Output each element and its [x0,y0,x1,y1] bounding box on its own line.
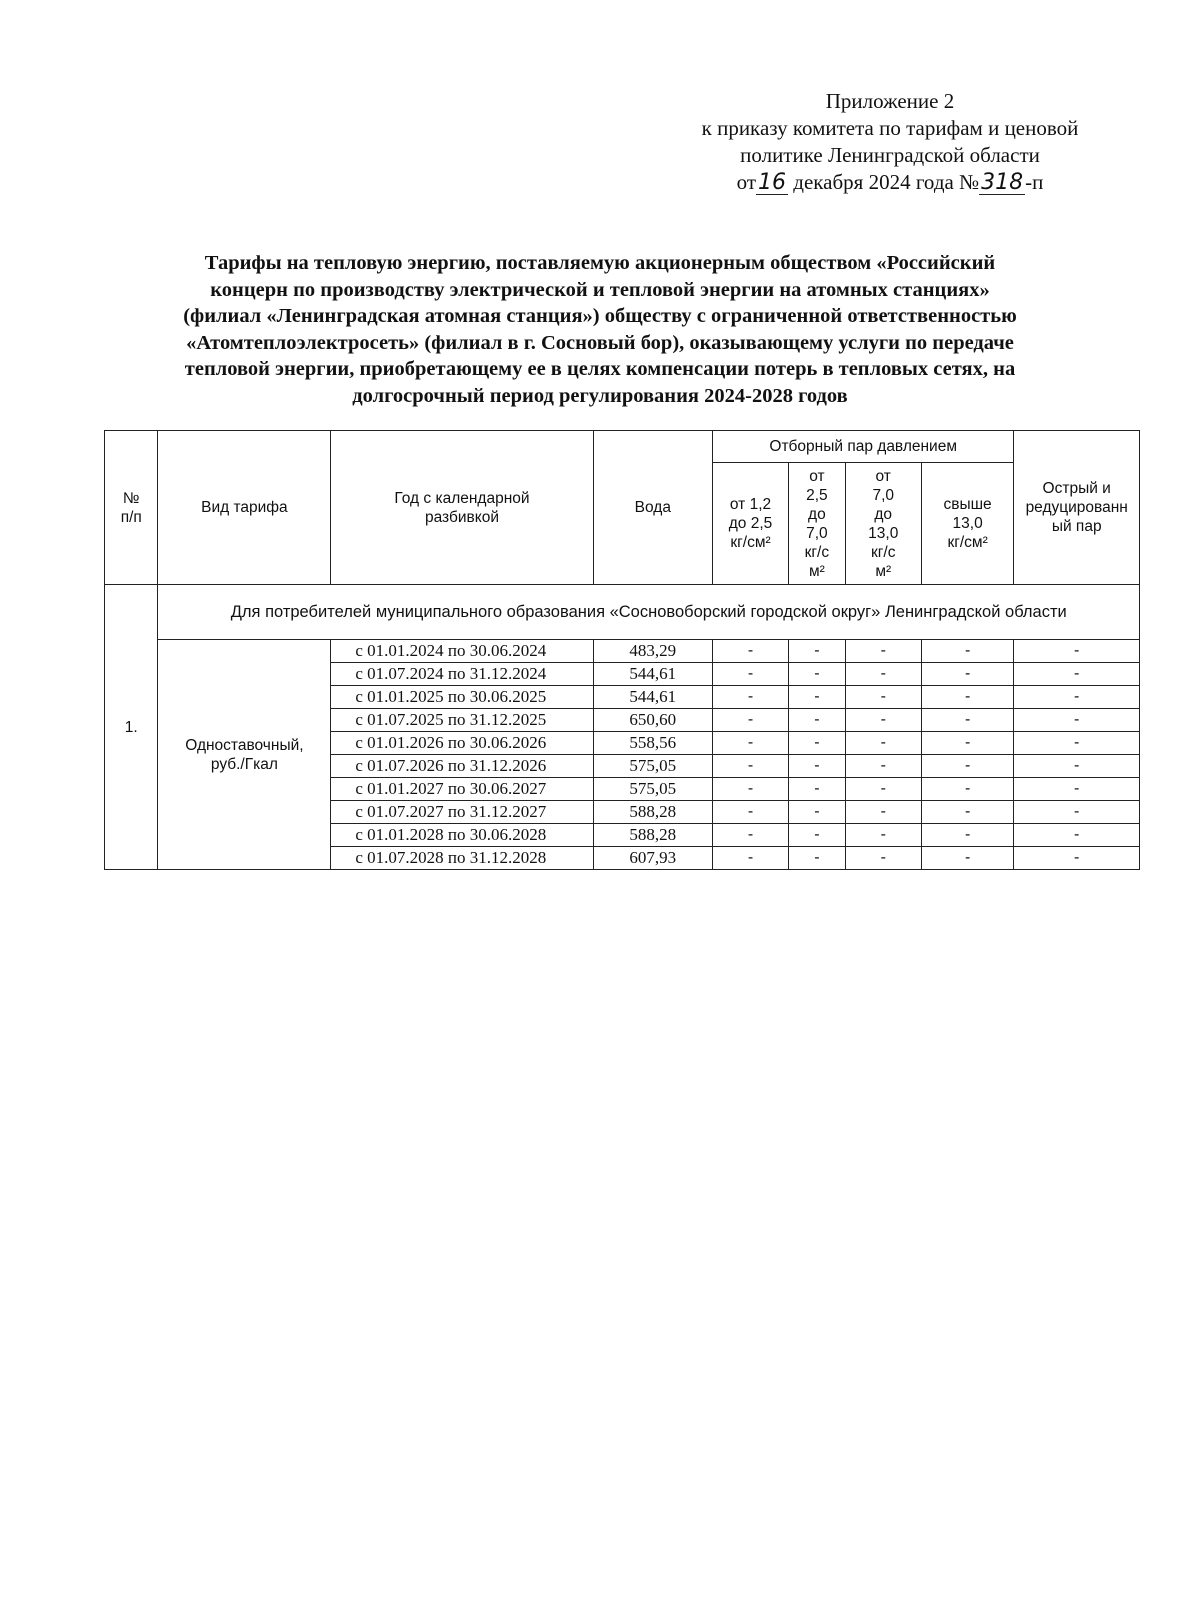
dash-cell: - [921,732,1014,755]
dash-cell: - [712,824,788,847]
tariff-type-label: Одноставочный, руб./Гкал [158,640,331,870]
dash-cell: - [921,686,1014,709]
handwritten-order-number: 318 [981,170,1024,195]
table-row [105,640,1140,663]
title-line: «Атомтеплоэлектросеть» (филиал в г. Сосновый бор), оказывающему услуги по передаче [186,331,1014,354]
dash-cell: - [789,640,846,663]
col-header-number: № п/п [105,431,158,585]
dash-cell: - [921,663,1014,686]
dash-cell: - [712,640,788,663]
water-value-cell: 544,61 [593,663,712,686]
dash-cell: - [921,709,1014,732]
dash-cell: - [789,824,846,847]
dash-cell: - [921,640,1014,663]
dash-cell: - [712,709,788,732]
consumer-group-row [105,585,1140,640]
title-line: Тарифы на тепловую энергию, поставляемую акционерным обществом «Российский [204,252,996,274]
period-cell: с 01.07.2027 по 31.12.2027 [331,801,593,824]
tariff-table [104,430,1140,870]
table-header-row [105,431,1140,463]
dash-cell: - [1014,847,1140,870]
dash-cell: - [845,686,921,709]
dash-cell: - [789,686,846,709]
col-header-steam-1: от 1,2 до 2,5 кг/см² [712,463,788,585]
dash-cell: - [1014,709,1140,732]
dash-cell: - [921,824,1014,847]
dash-cell: - [712,686,788,709]
dash-cell: - [1014,778,1140,801]
dash-cell: - [789,847,846,870]
title-line: (филиал «Ленинградская атомная станция») обществу с ограниченной ответственностью [183,305,1017,327]
dash-cell: - [845,847,921,870]
water-value-cell: 650,60 [593,709,712,732]
dash-cell: - [845,755,921,778]
dash-cell: - [789,778,846,801]
period-cell: с 01.07.2026 по 31.12.2026 [331,755,593,778]
order-reference-line: политике Ленинградской области [740,143,1040,167]
title-line: концерн по производству электрической и тепловой энергии на атомных станциях» [210,278,990,301]
period-cell: с 01.07.2028 по 31.12.2028 [331,847,593,870]
water-value-cell: 544,61 [593,686,712,709]
water-value-cell: 575,05 [593,755,712,778]
dash-cell: - [1014,686,1140,709]
dash-cell: - [921,778,1014,801]
water-value-cell: 558,56 [593,732,712,755]
dash-cell: - [1014,640,1140,663]
col-header-sharp-steam: Острый и редуцированн ый пар [1014,431,1140,585]
dash-cell: - [712,778,788,801]
dash-cell: - [1014,732,1140,755]
dash-cell: - [845,640,921,663]
col-header-year: Год с календарной разбивкой [331,431,593,585]
dash-cell: - [1014,824,1140,847]
dash-cell: - [789,755,846,778]
dash-cell: - [921,755,1014,778]
order-reference-line: к приказу комитета по тарифам и ценовой [701,116,1079,140]
water-value-cell: 588,28 [593,824,712,847]
dash-cell: - [921,801,1014,824]
period-cell: с 01.01.2026 по 30.06.2026 [331,732,593,755]
dash-cell: - [845,663,921,686]
dash-cell: - [712,732,788,755]
dash-cell: - [1014,755,1140,778]
dash-cell: - [712,663,788,686]
col-header-water: Вода [593,431,712,585]
dash-cell: - [845,709,921,732]
col-header-steam-3: от 7,0 до 13,0 кг/с м² [845,463,921,585]
dash-cell: - [789,663,846,686]
water-value-cell: 588,28 [593,801,712,824]
dash-cell: - [789,732,846,755]
period-cell: с 01.01.2028 по 30.06.2028 [331,824,593,847]
dash-cell: - [921,847,1014,870]
title-line: долгосрочный период регулирования 2024-2028 годов [352,384,848,407]
period-cell: с 01.07.2024 по 31.12.2024 [331,663,593,686]
period-cell: с 01.01.2025 по 30.06.2025 [331,686,593,709]
col-header-steam-4: свыше 13,0 кг/см² [921,463,1014,585]
dash-cell: - [712,801,788,824]
dash-cell: - [1014,663,1140,686]
period-cell: с 01.07.2025 по 31.12.2025 [331,709,593,732]
col-header-tariff-type: Вид тарифа [158,431,331,585]
period-cell: с 01.01.2027 по 30.06.2027 [331,778,593,801]
col-header-steam-2: от 2,5 до 7,0 кг/с м² [789,463,846,585]
row-number: 1. [105,585,158,870]
dash-cell: - [1014,801,1140,824]
dash-cell: - [845,778,921,801]
dash-cell: - [845,801,921,824]
handwritten-day: 16 [758,170,787,195]
dash-cell: - [845,732,921,755]
title-line: тепловой энергии, приобретающему ее в целях компенсации потерь в тепловых сетях, на [184,358,1016,380]
water-value-cell: 483,29 [593,640,712,663]
appendix-title: Приложение 2 [825,89,955,113]
dash-cell: - [789,709,846,732]
dash-cell: - [789,801,846,824]
dash-cell: - [712,847,788,870]
col-header-steam-group: Отборный пар давлением [712,431,1013,463]
order-date-line: от16 декабря 2024 года №318-п [736,170,1044,195]
water-value-cell: 607,93 [593,847,712,870]
appendix-header [640,88,1140,196]
dash-cell: - [845,824,921,847]
period-cell: с 01.01.2024 по 30.06.2024 [331,640,593,663]
document-title [100,250,1100,409]
water-value-cell: 575,05 [593,778,712,801]
consumer-group-label: Для потребителей муниципального образования «Сосновоборский городской округ» Ленинградской области [158,585,1140,640]
dash-cell: - [712,755,788,778]
